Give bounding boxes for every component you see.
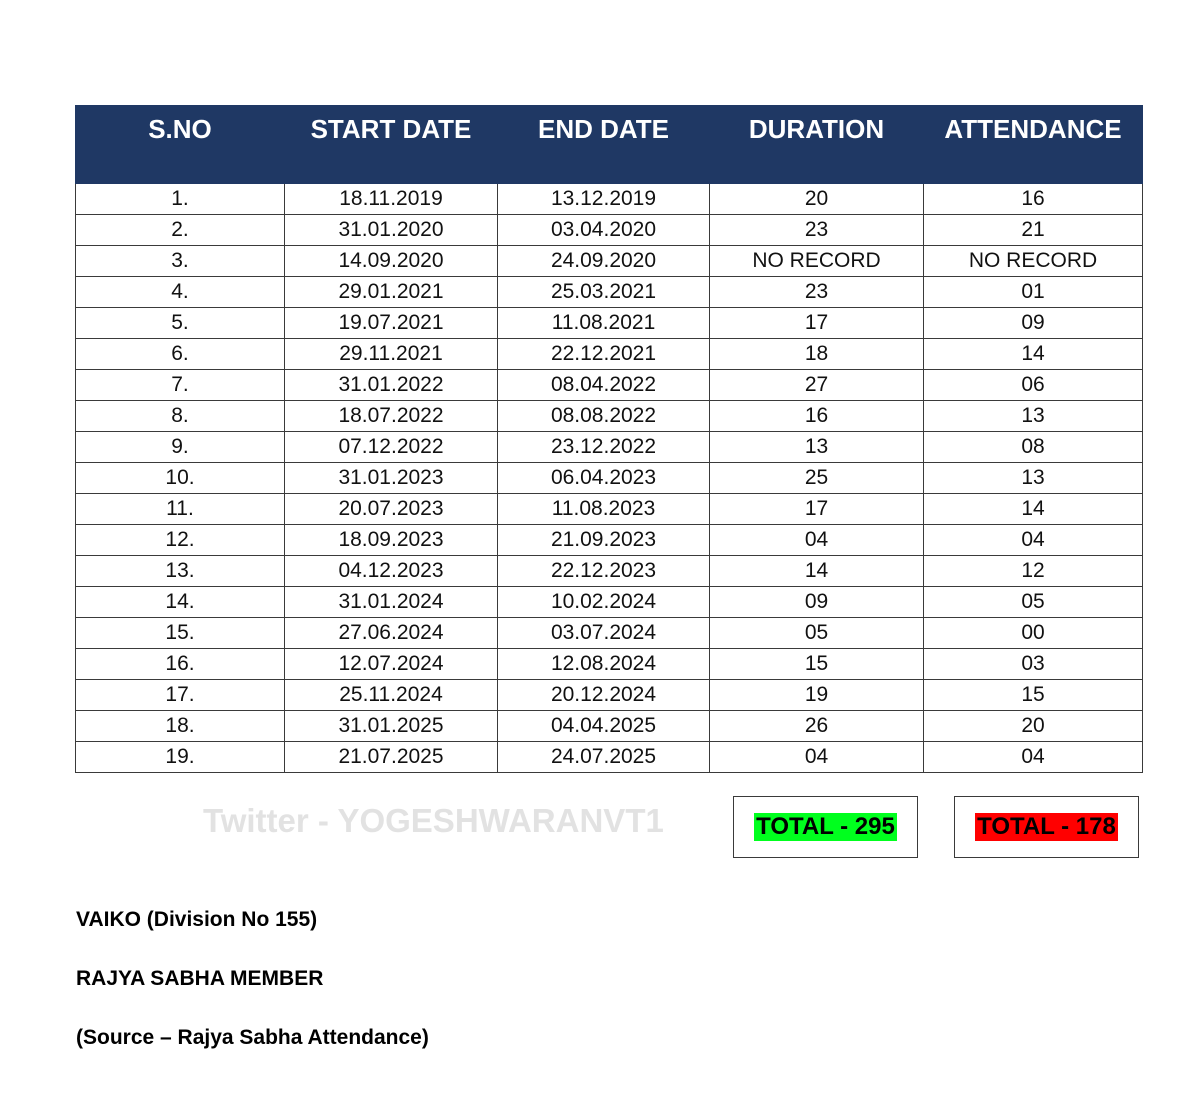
cell-sno: 3.	[76, 246, 285, 277]
cell-sno: 10.	[76, 463, 285, 494]
cell-duration: 25	[710, 463, 924, 494]
cell-sno: 14.	[76, 587, 285, 618]
cell-sno: 4.	[76, 277, 285, 308]
member-role: RAJYA SABHA MEMBER	[76, 967, 324, 990]
cell-attendance: 20	[924, 711, 1143, 742]
cell-end-date: 08.08.2022	[498, 401, 710, 432]
cell-attendance: 03	[924, 649, 1143, 680]
cell-start-date: 12.07.2024	[285, 649, 498, 680]
cell-sno: 7.	[76, 370, 285, 401]
cell-end-date: 12.08.2024	[498, 649, 710, 680]
header-end-date: END DATE	[498, 106, 710, 184]
cell-sno: 11.	[76, 494, 285, 525]
cell-end-date: 21.09.2023	[498, 525, 710, 556]
cell-duration: 15	[710, 649, 924, 680]
cell-sno: 13.	[76, 556, 285, 587]
total-duration-box	[733, 796, 918, 858]
table-row	[76, 525, 1143, 556]
cell-end-date: 08.04.2022	[498, 370, 710, 401]
cell-start-date: 27.06.2024	[285, 618, 498, 649]
cell-duration: 05	[710, 618, 924, 649]
cell-duration: 13	[710, 432, 924, 463]
cell-end-date: 11.08.2023	[498, 494, 710, 525]
header-duration: DURATION	[710, 106, 924, 184]
cell-duration: NO RECORD	[710, 246, 924, 277]
table-row	[76, 618, 1143, 649]
cell-start-date: 31.01.2022	[285, 370, 498, 401]
cell-duration: 04	[710, 742, 924, 773]
cell-attendance: 14	[924, 339, 1143, 370]
cell-duration: 18	[710, 339, 924, 370]
cell-duration: 16	[710, 401, 924, 432]
cell-attendance: 14	[924, 494, 1143, 525]
cell-duration: 23	[710, 215, 924, 246]
header-sno: S.NO	[76, 106, 285, 184]
table-row	[76, 680, 1143, 711]
total-duration-label: TOTAL - 295	[756, 813, 895, 840]
cell-attendance: 12	[924, 556, 1143, 587]
cell-sno: 2.	[76, 215, 285, 246]
cell-attendance: 04	[924, 742, 1143, 773]
table-row	[76, 432, 1143, 463]
cell-attendance: 13	[924, 463, 1143, 494]
cell-sno: 6.	[76, 339, 285, 370]
table-row	[76, 711, 1143, 742]
cell-attendance: 04	[924, 525, 1143, 556]
cell-start-date: 18.09.2023	[285, 525, 498, 556]
cell-duration: 09	[710, 587, 924, 618]
cell-attendance: 01	[924, 277, 1143, 308]
cell-end-date: 11.08.2021	[498, 308, 710, 339]
table-body	[76, 184, 1143, 773]
cell-start-date: 21.07.2025	[285, 742, 498, 773]
table-row	[76, 463, 1143, 494]
cell-attendance: 16	[924, 184, 1143, 215]
cell-duration: 04	[710, 525, 924, 556]
cell-start-date: 31.01.2024	[285, 587, 498, 618]
table-row	[76, 742, 1143, 773]
cell-attendance: 00	[924, 618, 1143, 649]
member-name: VAIKO (Division No 155)	[76, 908, 318, 931]
header-attendance: ATTENDANCE	[924, 106, 1143, 184]
cell-sno: 19.	[76, 742, 285, 773]
cell-end-date: 10.02.2024	[498, 587, 710, 618]
table-row	[76, 401, 1143, 432]
total-attendance-label: TOTAL - 178	[977, 813, 1116, 840]
cell-start-date: 14.09.2020	[285, 246, 498, 277]
header-start-date: START DATE	[285, 106, 498, 184]
cell-start-date: 18.07.2022	[285, 401, 498, 432]
table-header	[76, 106, 1143, 184]
cell-duration: 27	[710, 370, 924, 401]
cell-start-date: 07.12.2022	[285, 432, 498, 463]
cell-sno: 15.	[76, 618, 285, 649]
cell-start-date: 19.07.2021	[285, 308, 498, 339]
cell-start-date: 29.11.2021	[285, 339, 498, 370]
cell-end-date: 24.07.2025	[498, 742, 710, 773]
cell-sno: 1.	[76, 184, 285, 215]
cell-start-date: 31.01.2023	[285, 463, 498, 494]
cell-duration: 20	[710, 184, 924, 215]
cell-duration: 17	[710, 494, 924, 525]
cell-attendance: 06	[924, 370, 1143, 401]
cell-end-date: 25.03.2021	[498, 277, 710, 308]
cell-sno: 8.	[76, 401, 285, 432]
cell-sno: 18.	[76, 711, 285, 742]
cell-end-date: 06.04.2023	[498, 463, 710, 494]
cell-start-date: 04.12.2023	[285, 556, 498, 587]
cell-sno: 17.	[76, 680, 285, 711]
cell-start-date: 18.11.2019	[285, 184, 498, 215]
cell-start-date: 29.01.2021	[285, 277, 498, 308]
twitter-watermark: Twitter - YOGESHWARANVT1	[203, 802, 664, 839]
header-row	[76, 106, 1143, 184]
total-attendance-box	[954, 796, 1139, 858]
table-row	[76, 339, 1143, 370]
cell-start-date: 25.11.2024	[285, 680, 498, 711]
cell-end-date: 03.04.2020	[498, 215, 710, 246]
cell-start-date: 20.07.2023	[285, 494, 498, 525]
cell-sno: 16.	[76, 649, 285, 680]
cell-end-date: 20.12.2024	[498, 680, 710, 711]
cell-end-date: 22.12.2023	[498, 556, 710, 587]
table-row	[76, 494, 1143, 525]
cell-end-date: 24.09.2020	[498, 246, 710, 277]
table-row	[76, 556, 1143, 587]
cell-start-date: 31.01.2025	[285, 711, 498, 742]
cell-sno: 9.	[76, 432, 285, 463]
table-row	[76, 308, 1143, 339]
table-row	[76, 277, 1143, 308]
table-row	[76, 215, 1143, 246]
table-row	[76, 184, 1143, 215]
source-note: (Source – Rajya Sabha Attendance)	[76, 1026, 429, 1049]
cell-duration: 23	[710, 277, 924, 308]
table-row	[76, 370, 1143, 401]
cell-attendance: NO RECORD	[924, 246, 1143, 277]
cell-sno: 12.	[76, 525, 285, 556]
cell-start-date: 31.01.2020	[285, 215, 498, 246]
cell-end-date: 23.12.2022	[498, 432, 710, 463]
cell-duration: 14	[710, 556, 924, 587]
cell-attendance: 15	[924, 680, 1143, 711]
cell-attendance: 05	[924, 587, 1143, 618]
cell-end-date: 13.12.2019	[498, 184, 710, 215]
cell-end-date: 22.12.2021	[498, 339, 710, 370]
cell-duration: 17	[710, 308, 924, 339]
table-row	[76, 649, 1143, 680]
cell-attendance: 09	[924, 308, 1143, 339]
cell-duration: 26	[710, 711, 924, 742]
cell-duration: 19	[710, 680, 924, 711]
cell-sno: 5.	[76, 308, 285, 339]
cell-attendance: 13	[924, 401, 1143, 432]
cell-end-date: 04.04.2025	[498, 711, 710, 742]
cell-end-date: 03.07.2024	[498, 618, 710, 649]
table-row	[76, 587, 1143, 618]
cell-attendance: 21	[924, 215, 1143, 246]
attendance-table	[75, 105, 1143, 773]
table-row	[76, 246, 1143, 277]
cell-attendance: 08	[924, 432, 1143, 463]
